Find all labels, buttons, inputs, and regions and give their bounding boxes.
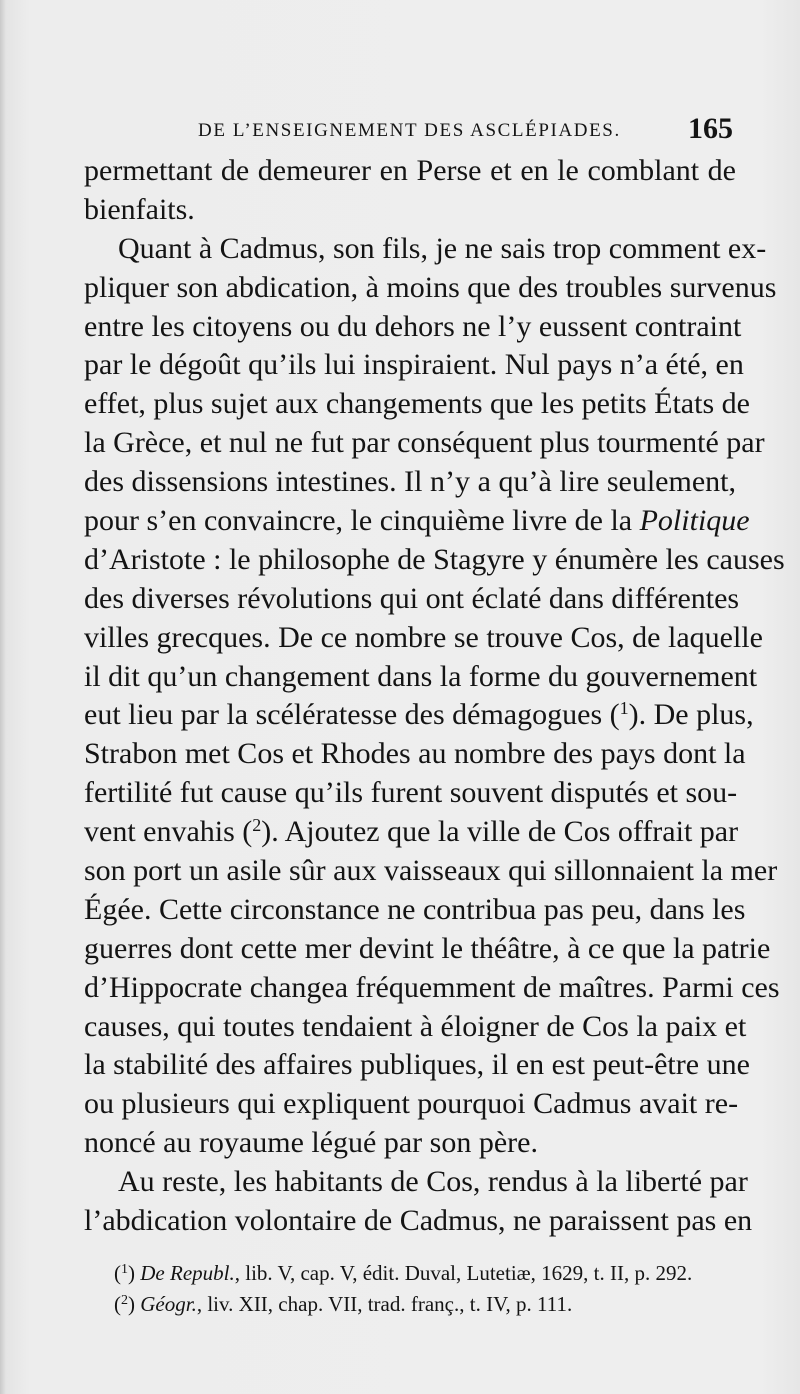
footnote-title: De Republ. (140, 1261, 235, 1285)
text-line (84, 502, 750, 541)
text-line: par le dégoût qu’ils lui inspiraient. Nul pays n’a été, en (84, 348, 744, 382)
text-line: permettant de demeurer en Perse et en le comblant de (84, 154, 736, 187)
text-segment: vent envahis ( (84, 815, 253, 849)
text-segment: ). De plus, (628, 698, 754, 732)
text-line: guerres dont cette mer devint le théâtre, à ce que la patrie (84, 931, 771, 965)
text-line: noncé au royaume légué par son père. (84, 1126, 538, 1160)
text-line: d’Aristote : le philosophe de Stagyre y énumère les causes (84, 542, 785, 576)
text-line: bienfaits. (84, 192, 195, 226)
text-line: d’Hippocrate changea fréquemment de maîtres. Parmi ces (84, 970, 780, 1004)
footnote-title: Géogr. (140, 1292, 197, 1316)
text-line (84, 813, 739, 852)
text-line: Au reste, les habitants de Cos, rendus à la liberté par (118, 1165, 748, 1199)
text-line: effet, plus sujet aux changements que les petits États de (84, 387, 750, 421)
text-line: la stabilité des affaires publiques, il en est peut-être une (84, 1048, 750, 1082)
running-title: DE L’ENSEIGNEMENT DES ASCLÉPIADES. (198, 120, 621, 141)
text-line: fertilité fut cause qu’ils furent souvent disputés et sou- (84, 776, 738, 810)
text-segment: eut lieu par la scélératesse des démagogues ( (84, 698, 620, 732)
italic-title: Politique (639, 504, 750, 538)
running-head (198, 112, 733, 152)
text-line: villes grecques. De ce nombre se trouve Cos, de laquelle (84, 620, 763, 654)
text-line: causes, qui toutes tendaient à éloigner de Cos la paix et (84, 1009, 747, 1043)
footnote: ($^2$) Géogr., liv. XII, chap. VII, trad. franç., t. IV, p. 111. (114, 1292, 573, 1316)
footnote: ($^1$) De Republ., lib. V, cap. V, édit. Duval, Lutetiæ, 1629, t. II, p. 292. (114, 1261, 693, 1285)
text-line: Strabon met Cos et Rhodes au nombre des pays dont la (84, 737, 746, 771)
text-segment: ). Ajoutez que la ville de Cos offrait par (261, 815, 739, 849)
footnote-text: , liv. XII, chap. VII, trad. franç., t. IV, p. 111. (196, 1292, 573, 1316)
text-line: la Grèce, et nul ne fut par conséquent plus tourmenté par (84, 426, 765, 460)
text-line: l’abdication volontaire de Cadmus, ne paraissent pas en (84, 1204, 753, 1238)
text-line: Égée. Cette circonstance ne contribua pas peu, dans les (84, 892, 746, 926)
text-line: des dissensions intestines. Il n’y a qu’à lire seulement, (84, 465, 736, 499)
text-line: Quant à Cadmus, son fils, je ne sais trop comment ex- (118, 231, 767, 265)
footnote-ref: 1 (619, 698, 629, 719)
text-line: ou plusieurs qui expliquent pourquoi Cadmus avait re- (84, 1087, 739, 1121)
footnote-mark: 1 (121, 1262, 128, 1277)
text-line: entre les citoyens ou du dehors ne l’y eussent contraint (84, 309, 742, 343)
page-number: 165 (688, 112, 733, 145)
text-line: pliquer son abdication, à moins que des troubles survenus (84, 270, 777, 304)
footnote-ref: 2 (252, 815, 262, 836)
footnote-mark: 2 (121, 1293, 128, 1308)
text-line: des diverses révolutions qui ont éclaté dans différentes (84, 581, 740, 615)
footnotes (114, 1258, 736, 1320)
footnote-text: , lib. V, cap. V, édit. Duval, Lutetiæ, 1629, t. II, p. 292. (234, 1261, 693, 1285)
body-text (84, 152, 785, 1241)
text-segment: pour s’en convaincre, le cinquième livre de la (84, 504, 633, 538)
text-line: il dit qu’un changement dans la forme du gouvernement (84, 659, 758, 693)
text-line (84, 696, 754, 735)
text-line: son port un asile sûr aux vaisseaux qui sillonnaient la mer (84, 854, 778, 888)
